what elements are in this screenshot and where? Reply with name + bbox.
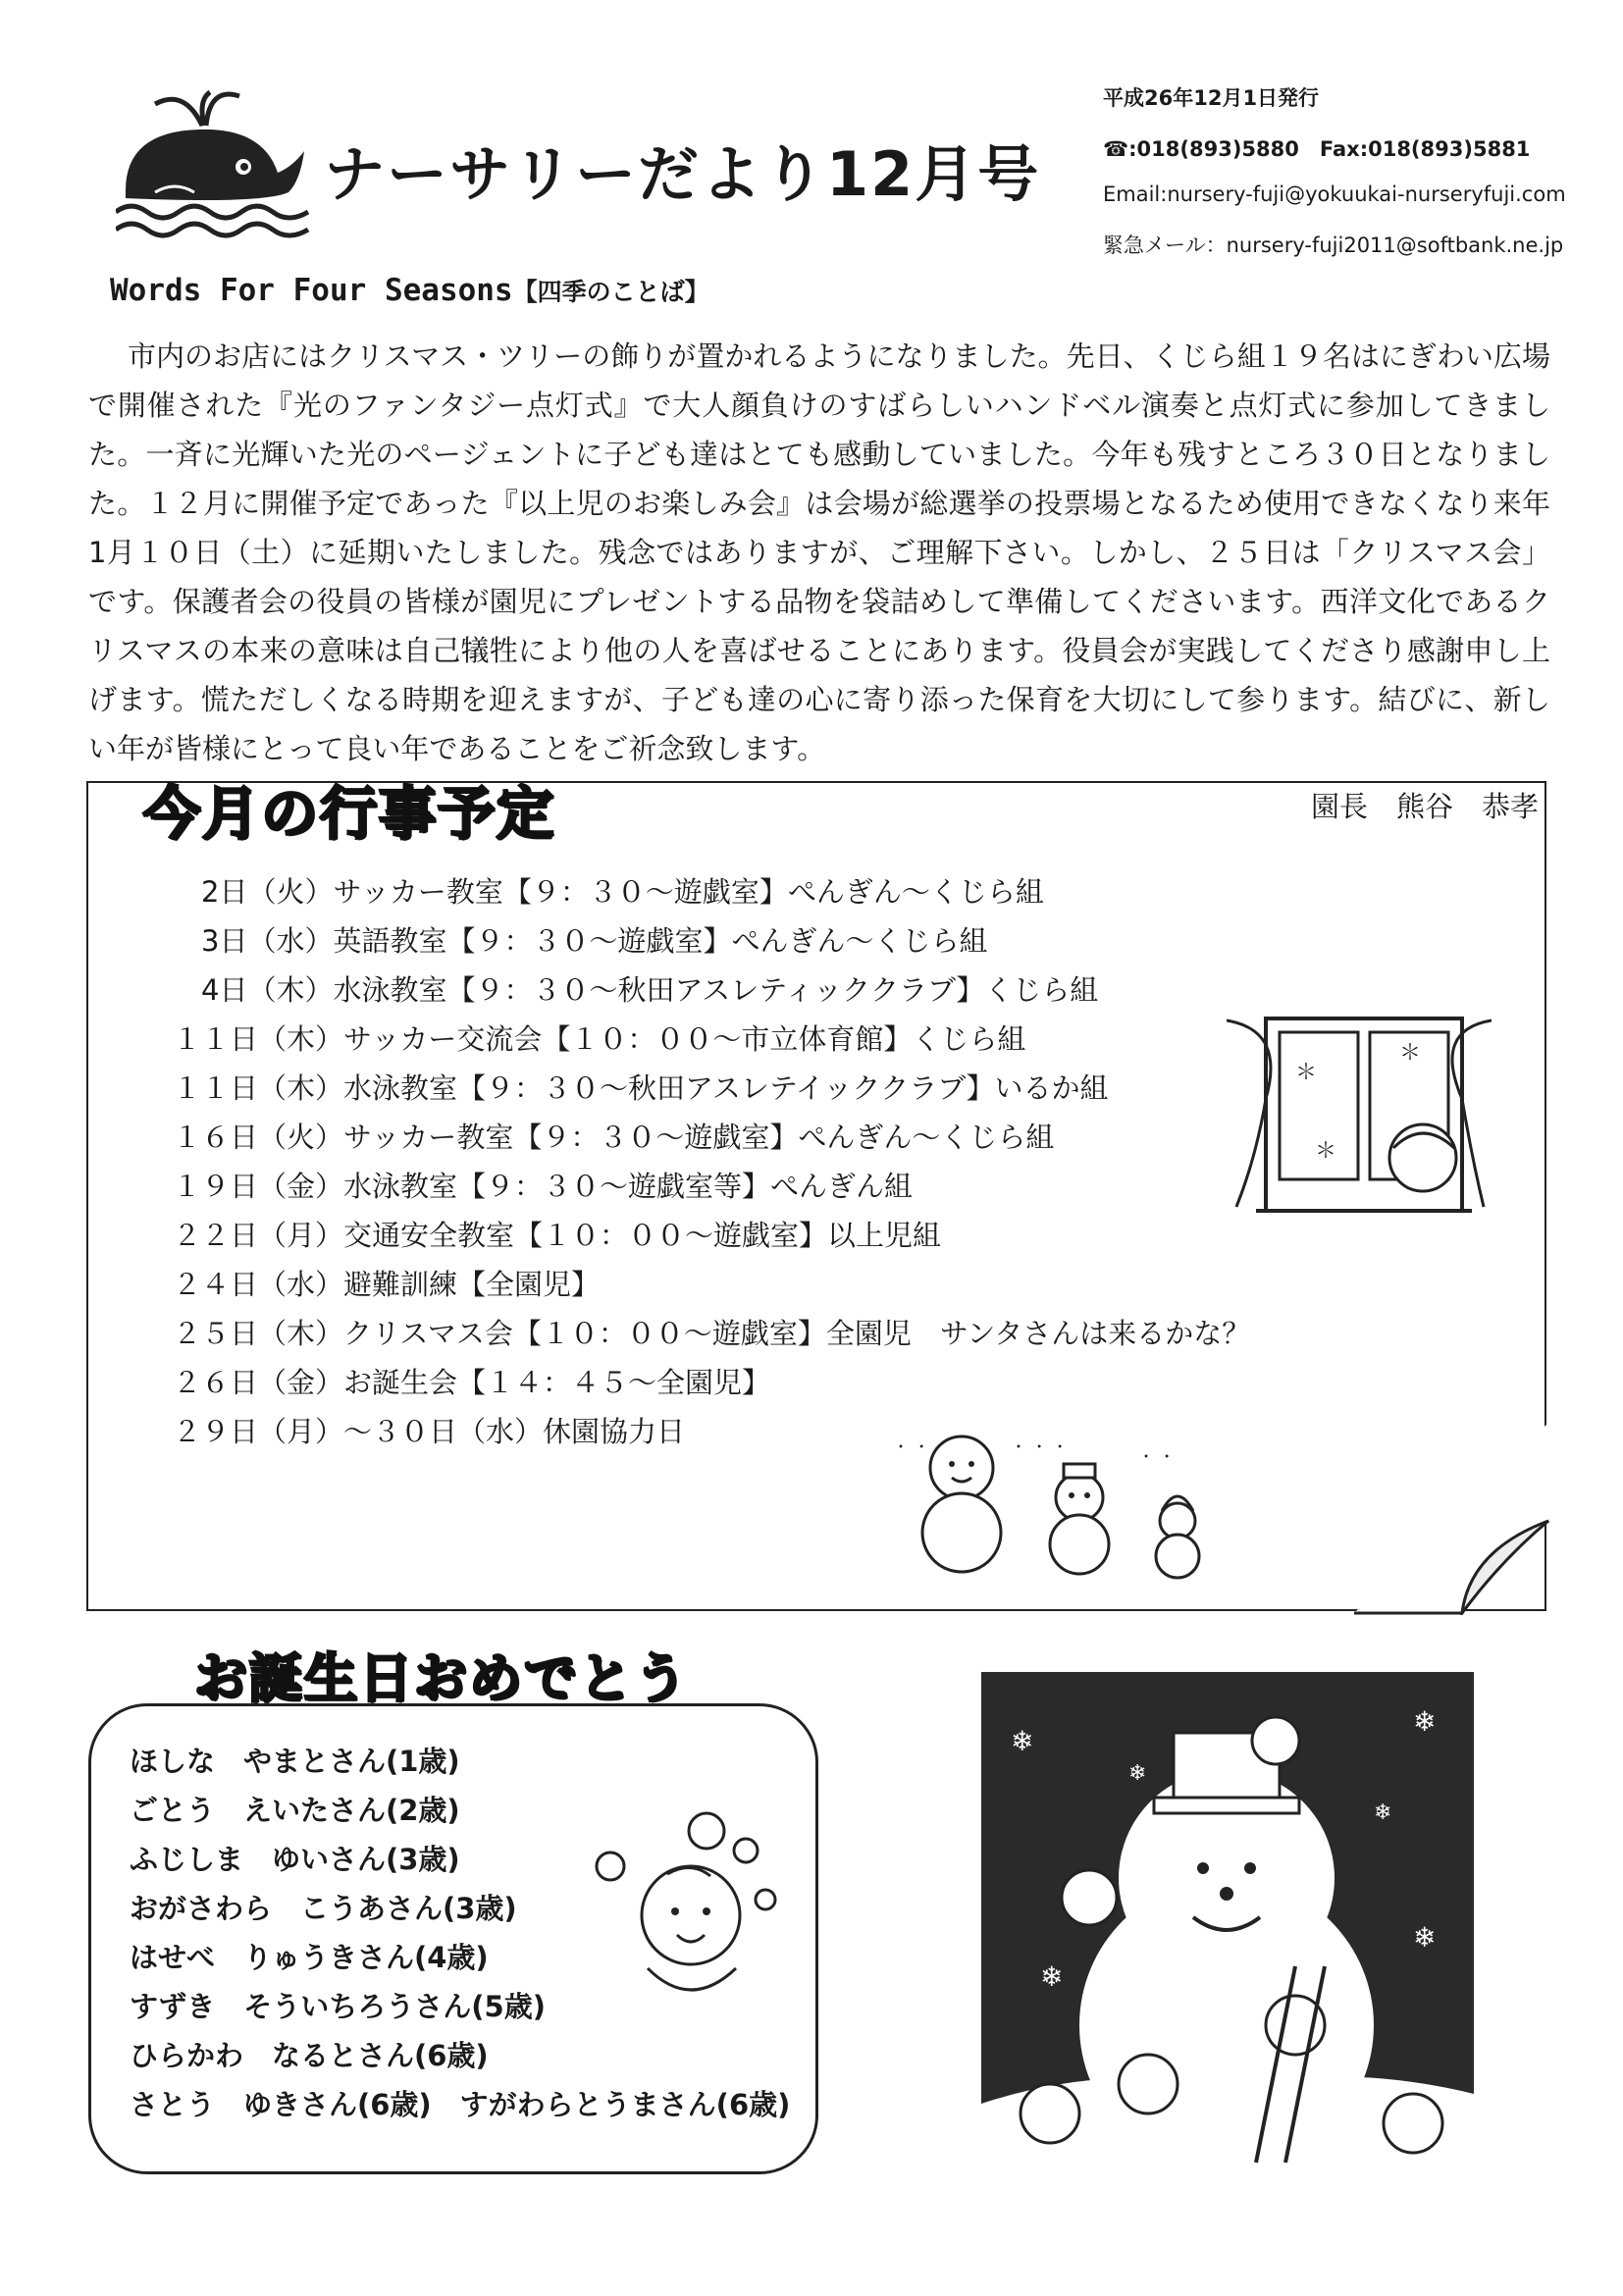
contact-email: Email:nursery-fuji@yokuukai-nurseryfuji.com [1103, 183, 1566, 206]
baby-bubbles-icon [589, 1801, 795, 2008]
birthday-item: さとう ゆきさん(6歳) すがわらとうまさん(6歳) [130, 2088, 791, 2121]
page-curl-icon [1354, 1423, 1550, 1615]
window-snow-icon [1227, 1011, 1492, 1228]
birthday-item: はせべ りゅうきさん(4歳) [130, 1941, 489, 1974]
events-title: 今月の行事予定 [143, 780, 556, 847]
birthday-item: ほしな やまとさん(1歳) [130, 1745, 460, 1778]
event-item: １６日（火）サッカー教室【９：３０～遊戯室】ぺんぎん～くじら組 [173, 1121, 1055, 1154]
birthday-item: ふじしま ゆいさん(3歳) [130, 1843, 460, 1876]
words-title-jp: 【四季のことば】 [512, 278, 709, 306]
svg-text:❄: ❄ [1413, 1705, 1437, 1738]
issue-date: 平成26年12月1日発行 [1103, 86, 1320, 110]
snowman-scene-icon [981, 1672, 1474, 2170]
svg-text:❄: ❄ [1374, 1800, 1392, 1825]
svg-text:・ ・: ・ ・ [1138, 1447, 1176, 1466]
snowmen-icon [893, 1423, 1227, 1580]
event-item: 3日（水）英語教室【９：３０～遊戯室】ぺんぎん～くじら組 [173, 924, 988, 958]
urgent-mail: 緊急メール：nursery-fuji2011@softbank.ne.jp [1103, 234, 1564, 257]
svg-text:＊: ＊ [1399, 1041, 1422, 1066]
event-item: ２４日（水）避難訓練【全園児】 [173, 1268, 601, 1301]
event-item: １１日（木）サッカー交流会【１０：００～市立体育館】くじら組 [173, 1022, 1026, 1056]
event-item: １９日（金）水泳教室【９：３０～遊戯室等】ぺんぎん組 [173, 1170, 914, 1203]
principal-message: 市内のお店にはクリスマス・ツリーの飾りが置かれるようになりました。先日、くじら組１９名はにぎわい広場で開催された『光のファンタジー点灯式』で大人顔負けのすばらしいハンドベル演奏と点灯式に参加してきました。一斉に光輝いた光のページェントに子ども達はとても感動していました。今年も残すところ３０日となりました。１２月に開催予定であった『以上児のお楽しみ会』は会場が総選挙の投票場となるため使用できなくなり来年1月１０日（土）に延期いたしました。残念ではありますが、ご理解下さい。しかし、２５日は「クリスマス会」です。保護者会の役員の皆様が園児にプレゼントする品物を袋詰めして準備してくださいます。西洋文化であるクリスマスの本来の意味は自己犠牲により他の人を喜ばせることにあります。役員会が実践してくださり感謝申し上げます。慌ただしくなる時期を迎えますが、子ども達の心に寄り添った保育を大切にして参ります。結びに、新しい年が皆様にとって良い年であることをご祈念致します。 [88, 339, 1550, 765]
birthday-item: おがさわら こうあさん(3歳) [130, 1892, 517, 1925]
svg-text:❄: ❄ [1128, 1761, 1147, 1786]
svg-text:❄: ❄ [1011, 1725, 1034, 1757]
svg-text:＊: ＊ [1295, 1061, 1318, 1085]
event-item: ２９日（月）～３０日（水）休園協力日 [173, 1415, 686, 1448]
events-list [173, 867, 1250, 1456]
words-title-en: Words For Four Seasons [110, 273, 513, 308]
whale-icon [116, 82, 312, 239]
svg-text:❄: ❄ [1040, 1960, 1064, 1993]
event-item: 4日（木）水泳教室【９：３０～秋田アスレティッククラブ】くじら組 [173, 973, 1099, 1007]
principal-signature: 園長 熊谷 恭孝 [1311, 790, 1540, 823]
event-item: ２５日（木）クリスマス会【１０：００～遊戯室】全園児 サンタさんは来るかな？ [173, 1317, 1251, 1350]
svg-text:・ ・ ・: ・ ・ ・ [1011, 1437, 1069, 1456]
contact-tel-fax: ☎:018(893)5880 Fax:018(893)5881 [1103, 137, 1531, 161]
birthday-title: お誕生日おめでとう [194, 1647, 689, 1709]
event-item: １１日（木）水泳教室【９：３０～秋田アスレテイッククラブ】いるか組 [173, 1071, 1109, 1105]
event-item: ２２日（月）交通安全教室【１０：００～遊戯室】以上児組 [173, 1219, 942, 1252]
event-item: 2日（火）サッカー教室【９：３０～遊戯室】ぺんぎん～くじら組 [173, 875, 1044, 909]
birthday-item: ひらかわ なるとさん(6歳) [130, 2039, 489, 2072]
svg-text:・ ・: ・ ・ [893, 1437, 930, 1456]
newsletter-title: ナーサリーだより12月号 [324, 138, 1041, 210]
svg-text:❄: ❄ [1413, 1921, 1437, 1954]
words-section-title [110, 273, 709, 308]
event-item: ２６日（金）お誕生会【１４：４５～全園児】 [173, 1366, 771, 1399]
svg-text:＊: ＊ [1315, 1139, 1337, 1164]
birthday-item: すずき そういちろうさん(5歳) [130, 1990, 546, 2023]
birthday-item: ごとう えいたさん(2歳) [130, 1794, 460, 1827]
